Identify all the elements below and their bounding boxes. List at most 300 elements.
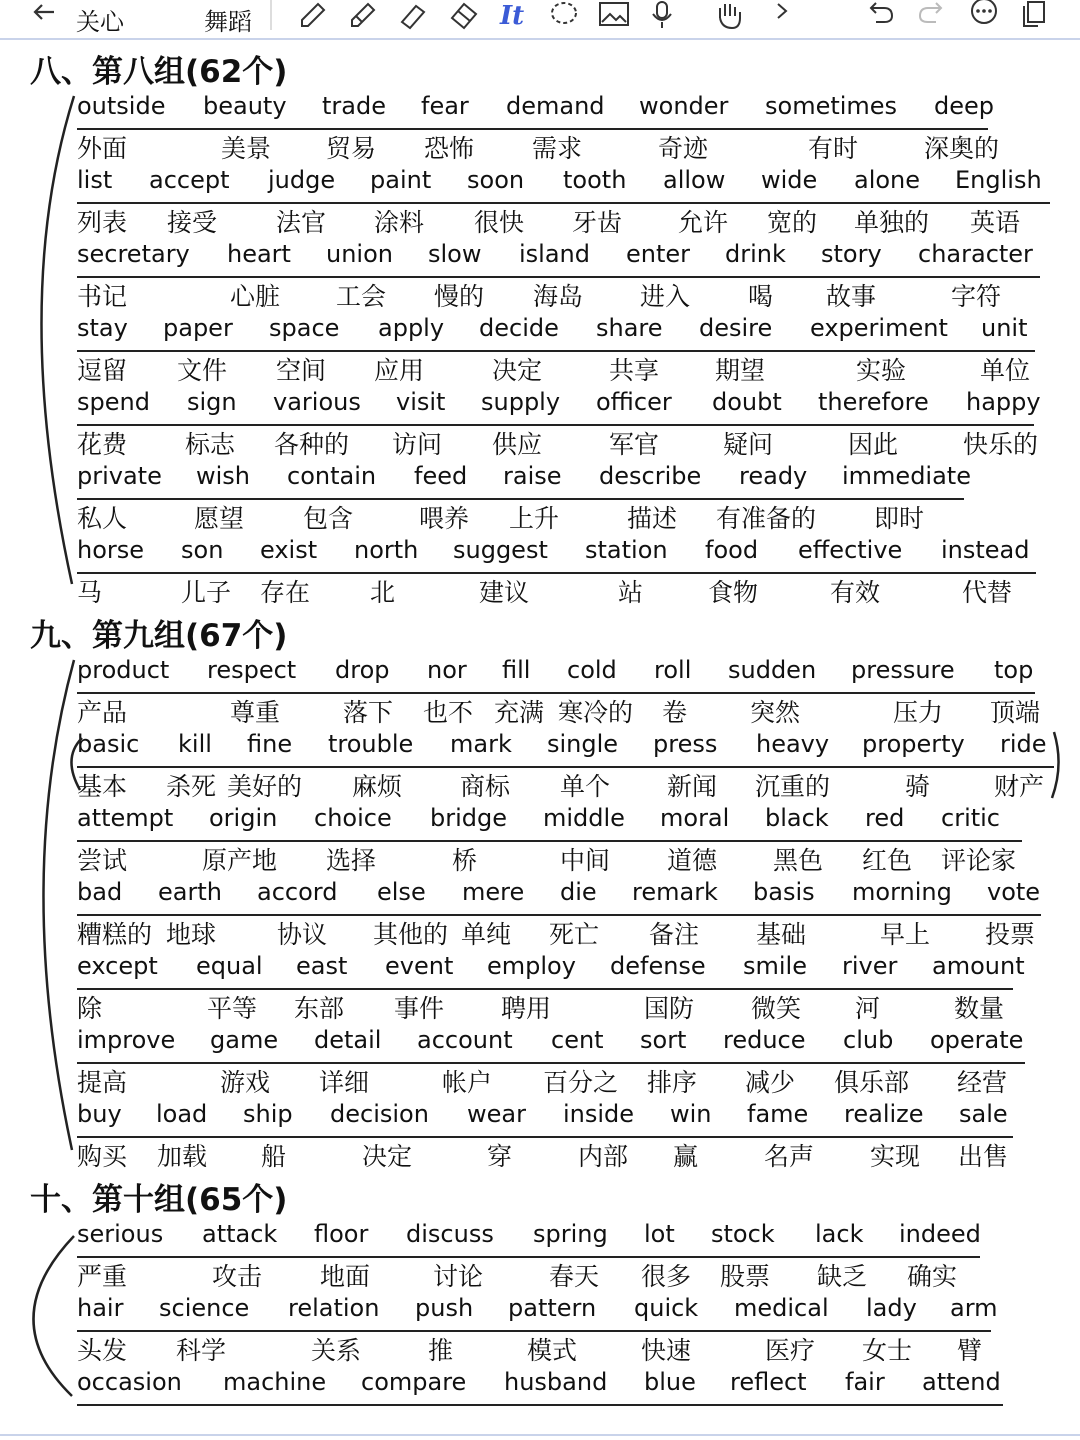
english-word: sometimes <box>765 92 898 120</box>
chinese-translation: 讨论 <box>433 1262 484 1291</box>
english-word: pressure <box>851 656 955 684</box>
chinese-translation: 国防 <box>644 994 695 1023</box>
english-word: space <box>269 314 340 342</box>
chinese-translation: 地面 <box>320 1262 371 1291</box>
chinese-translation: 产品 <box>77 698 128 727</box>
english-word: union <box>326 240 393 268</box>
english-word: stock <box>711 1220 775 1248</box>
chinese-translation: 内部 <box>578 1142 629 1171</box>
chinese-translation: 减少 <box>745 1068 796 1097</box>
english-word: bridge <box>430 804 508 832</box>
english-word: wish <box>196 462 251 490</box>
chinese-translation: 糟糕的 <box>77 920 153 949</box>
english-word: else <box>377 878 426 906</box>
chinese-translation: 单位 <box>980 356 1031 385</box>
chinese-translation: 微笑 <box>751 994 802 1023</box>
english-word: lot <box>644 1220 675 1248</box>
chinese-translation: 也不 <box>423 698 474 727</box>
english-word: doubt <box>712 388 782 416</box>
english-word: spring <box>533 1220 608 1248</box>
english-word: equal <box>196 952 263 980</box>
english-word: quick <box>634 1294 699 1322</box>
chinese-translation: 应用 <box>374 356 425 385</box>
english-word: attempt <box>77 804 174 832</box>
chinese-translation: 儿子 <box>181 578 232 607</box>
chinese-translation: 书记 <box>77 282 128 311</box>
english-word: allow <box>663 166 726 194</box>
english-word: visit <box>396 388 446 416</box>
chinese-translation: 需求 <box>532 134 583 163</box>
english-word: outside <box>77 92 166 120</box>
english-word: except <box>77 952 158 980</box>
chinese-translation: 协议 <box>277 920 328 949</box>
english-word: sale <box>959 1100 1008 1128</box>
chinese-translation: 字符 <box>951 282 1002 311</box>
chinese-translation: 即时 <box>874 504 925 533</box>
english-word: story <box>821 240 882 268</box>
chinese-translation: 河 <box>855 994 881 1023</box>
chinese-translation: 麻烦 <box>352 772 403 801</box>
chinese-translation: 北 <box>370 578 396 607</box>
section-title: 九、第九组(67个) <box>30 618 288 654</box>
english-word: lack <box>815 1220 864 1248</box>
english-word: heart <box>227 240 291 268</box>
english-word: river <box>842 952 898 980</box>
english-word: die <box>560 878 597 906</box>
english-word: horse <box>77 536 145 564</box>
english-word: drop <box>335 656 390 684</box>
english-word: game <box>210 1026 279 1054</box>
english-word: serious <box>77 1220 164 1248</box>
english-word: wear <box>467 1100 526 1128</box>
english-word: machine <box>223 1368 327 1396</box>
chinese-translation: 基础 <box>756 920 807 949</box>
english-word: arm <box>950 1294 998 1322</box>
chinese-translation: 单纯 <box>461 920 512 949</box>
english-word: fair <box>845 1368 885 1396</box>
english-word: fill <box>502 656 531 684</box>
chinese-translation: 空间 <box>276 356 327 385</box>
english-word: enter <box>626 240 691 268</box>
english-word: private <box>77 462 162 490</box>
chinese-translation: 列表 <box>77 208 128 237</box>
chinese-translation: 攻击 <box>212 1262 263 1291</box>
chinese-translation: 逗留 <box>77 356 128 385</box>
chinese-translation: 站 <box>618 578 644 607</box>
english-word: buy <box>77 1100 122 1128</box>
english-word: raise <box>503 462 562 490</box>
chinese-translation: 评论家 <box>941 846 1017 875</box>
chinese-translation: 事件 <box>394 994 445 1023</box>
english-word: origin <box>209 804 278 832</box>
english-word: event <box>385 952 454 980</box>
english-word: kill <box>178 730 212 758</box>
english-word: attend <box>922 1368 1001 1396</box>
chinese-translation: 压力 <box>893 698 944 727</box>
chinese-translation: 有时 <box>808 134 859 163</box>
english-word: account <box>417 1026 513 1054</box>
english-word: realize <box>844 1100 924 1128</box>
english-word: reflect <box>730 1368 807 1396</box>
english-word: vote <box>987 878 1041 906</box>
chinese-translation: 中间 <box>560 846 611 875</box>
english-word: sort <box>640 1026 687 1054</box>
english-word: decide <box>479 314 559 342</box>
chinese-translation: 很多 <box>641 1262 692 1291</box>
chinese-translation: 沉重的 <box>755 772 831 801</box>
english-word: detail <box>314 1026 382 1054</box>
english-word: beauty <box>203 92 287 120</box>
chinese-translation: 详细 <box>319 1068 370 1097</box>
section-title: 八、第八组(62个) <box>30 54 288 90</box>
english-word: alone <box>854 166 921 194</box>
chinese-translation: 尝试 <box>77 846 128 875</box>
english-word: indeed <box>899 1220 981 1248</box>
english-word: operate <box>930 1026 1024 1054</box>
chinese-translation: 加载 <box>157 1142 208 1171</box>
english-word: improve <box>77 1026 176 1054</box>
chinese-translation: 数量 <box>954 994 1005 1023</box>
chinese-translation: 模式 <box>527 1336 578 1365</box>
english-word: effective <box>798 536 903 564</box>
english-word: share <box>596 314 663 342</box>
chinese-translation: 聘用 <box>501 994 552 1023</box>
chinese-translation: 实验 <box>856 356 907 385</box>
english-word: lady <box>866 1294 917 1322</box>
english-word: middle <box>543 804 625 832</box>
english-word: describe <box>599 462 702 490</box>
bracket-group-9 <box>43 660 74 1150</box>
chinese-translation: 涂料 <box>374 208 425 237</box>
chinese-translation: 落下 <box>343 698 394 727</box>
english-word: slow <box>428 240 482 268</box>
english-word: medical <box>734 1294 829 1322</box>
english-word: soon <box>467 166 525 194</box>
chinese-translation: 标志 <box>185 430 236 459</box>
english-word: list <box>77 166 113 194</box>
english-word: remark <box>632 878 718 906</box>
chinese-translation: 充满 <box>494 698 545 727</box>
english-word: east <box>296 952 348 980</box>
english-word: exist <box>260 536 318 564</box>
chinese-translation: 代替 <box>962 578 1013 607</box>
chinese-translation: 愿望 <box>194 504 245 533</box>
english-word: wide <box>761 166 818 194</box>
chinese-translation: 供应 <box>492 430 543 459</box>
english-word: product <box>77 656 170 684</box>
english-word: English <box>955 166 1042 194</box>
chinese-translation: 贸易 <box>326 134 377 163</box>
english-word: contain <box>287 462 377 490</box>
chinese-translation: 心脏 <box>230 282 281 311</box>
chinese-translation: 船 <box>261 1142 287 1171</box>
english-word: property <box>862 730 965 758</box>
chinese-translation: 马 <box>77 578 103 607</box>
chinese-translation: 新闻 <box>667 772 718 801</box>
english-word: basis <box>753 878 815 906</box>
chinese-translation: 头发 <box>77 1336 128 1365</box>
english-word: single <box>547 730 619 758</box>
english-word: smile <box>743 952 807 980</box>
english-word: mere <box>462 878 525 906</box>
chinese-translation: 名声 <box>764 1142 815 1171</box>
english-word: supply <box>481 388 561 416</box>
english-word: ride <box>1000 730 1047 758</box>
english-word: compare <box>361 1368 467 1396</box>
chinese-translation: 确实 <box>907 1262 958 1291</box>
english-word: defense <box>610 952 706 980</box>
english-word: officer <box>596 388 672 416</box>
english-word: occasion <box>77 1368 182 1396</box>
english-word: win <box>670 1100 712 1128</box>
english-word: station <box>585 536 668 564</box>
chinese-translation: 慢的 <box>434 282 485 311</box>
chinese-translation: 尊重 <box>230 698 281 727</box>
english-word: moral <box>660 804 730 832</box>
chinese-translation: 东部 <box>294 994 345 1023</box>
chinese-translation: 基本 <box>77 772 128 801</box>
english-word: cent <box>551 1026 604 1054</box>
english-word: cold <box>567 656 617 684</box>
chinese-translation: 故事 <box>826 282 877 311</box>
english-word: nor <box>427 656 467 684</box>
english-word: pattern <box>508 1294 597 1322</box>
english-word: husband <box>504 1368 608 1396</box>
chinese-translation: 存在 <box>260 578 311 607</box>
english-word: feed <box>414 462 468 490</box>
english-word: experiment <box>810 314 948 342</box>
chinese-translation: 突然 <box>750 698 801 727</box>
chinese-translation: 允许 <box>678 208 729 237</box>
chinese-translation: 法官 <box>276 208 327 237</box>
chinese-translation: 英语 <box>970 208 1021 237</box>
chinese-translation: 商标 <box>460 772 511 801</box>
chinese-translation: 牙齿 <box>572 208 623 237</box>
chinese-translation: 经营 <box>957 1068 1008 1097</box>
chinese-translation: 喂养 <box>419 504 470 533</box>
english-word: heavy <box>756 730 830 758</box>
english-word: black <box>765 804 829 832</box>
chinese-translation: 地球 <box>166 920 217 949</box>
english-word: unit <box>981 314 1028 342</box>
chinese-translation: 花费 <box>77 430 128 459</box>
chinese-translation: 进入 <box>640 282 691 311</box>
bracket-group-10 <box>33 1236 74 1396</box>
chinese-translation: 快速 <box>641 1336 692 1365</box>
chinese-translation: 决定 <box>362 1142 413 1171</box>
chinese-translation: 很快 <box>474 208 525 237</box>
chinese-translation: 早上 <box>880 920 931 949</box>
english-word: critic <box>941 804 1001 832</box>
english-word: press <box>653 730 718 758</box>
english-word: sudden <box>728 656 817 684</box>
chinese-translation: 科学 <box>176 1336 227 1365</box>
chinese-translation: 疑问 <box>723 430 774 459</box>
chinese-translation: 因此 <box>848 430 899 459</box>
chinese-translation: 接受 <box>167 208 218 237</box>
chinese-translation: 购买 <box>77 1142 128 1171</box>
chinese-translation: 建议 <box>479 578 530 607</box>
english-word: amount <box>932 952 1025 980</box>
english-word: blue <box>644 1368 696 1396</box>
english-word: reduce <box>723 1026 806 1054</box>
english-word: desire <box>699 314 773 342</box>
english-word: trouble <box>328 730 414 758</box>
chinese-translation: 军官 <box>609 430 660 459</box>
english-word: sign <box>187 388 237 416</box>
chinese-translation: 骑 <box>905 772 931 801</box>
chinese-translation: 桥 <box>452 846 478 875</box>
chinese-translation: 严重 <box>77 1262 128 1291</box>
english-word: therefore <box>818 388 929 416</box>
chinese-translation: 决定 <box>492 356 543 385</box>
chinese-translation: 有效 <box>830 578 881 607</box>
chinese-translation: 出售 <box>958 1142 1009 1171</box>
english-word: immediate <box>842 462 971 490</box>
english-word: paper <box>163 314 233 342</box>
chinese-translation: 私人 <box>77 504 128 533</box>
english-word: respect <box>207 656 297 684</box>
chinese-translation: 宽的 <box>767 208 818 237</box>
english-word: hair <box>77 1294 124 1322</box>
chinese-translation: 文件 <box>177 356 228 385</box>
chinese-translation: 股票 <box>720 1262 771 1291</box>
english-word: basic <box>77 730 140 758</box>
chinese-translation: 黑色 <box>773 846 824 875</box>
chinese-translation: 快乐的 <box>963 430 1039 459</box>
chinese-translation: 赢 <box>673 1142 699 1171</box>
chinese-translation: 卷 <box>662 698 688 727</box>
chinese-translation: 臂 <box>957 1336 983 1365</box>
chinese-translation: 游戏 <box>220 1068 271 1097</box>
english-word: science <box>159 1294 250 1322</box>
english-word: deep <box>934 92 994 120</box>
english-word: choice <box>314 804 392 832</box>
english-word: north <box>354 536 419 564</box>
chinese-translation: 海岛 <box>533 282 584 311</box>
chinese-translation: 访问 <box>392 430 443 459</box>
english-word: attack <box>202 1220 278 1248</box>
english-word: judge <box>268 166 336 194</box>
chinese-translation: 上升 <box>509 504 560 533</box>
chinese-translation: 平等 <box>207 994 258 1023</box>
chinese-translation: 除 <box>77 994 103 1023</box>
english-word: ready <box>739 462 808 490</box>
english-word: stay <box>77 314 128 342</box>
english-word: tooth <box>563 166 627 194</box>
english-word: fear <box>421 92 469 120</box>
english-word: spend <box>77 388 150 416</box>
chinese-translation: 恐怖 <box>424 134 475 163</box>
section-title: 十、第十组(65个) <box>30 1182 288 1218</box>
chinese-translation: 死亡 <box>549 920 600 949</box>
english-word: earth <box>158 878 222 906</box>
chinese-translation: 包含 <box>303 504 354 533</box>
chinese-translation: 喝 <box>748 282 774 311</box>
chinese-translation: 食物 <box>708 578 759 607</box>
chinese-translation: 推 <box>428 1336 454 1365</box>
chinese-translation: 其他的 <box>373 920 449 949</box>
chinese-translation: 关系 <box>311 1336 362 1365</box>
chinese-translation: 女士 <box>862 1336 913 1365</box>
chinese-translation: 奇迹 <box>658 134 709 163</box>
chinese-translation: 选择 <box>326 846 377 875</box>
english-word: son <box>181 536 224 564</box>
english-word: discuss <box>406 1220 494 1248</box>
chinese-translation: 各种的 <box>274 430 350 459</box>
chinese-translation: 美景 <box>221 134 272 163</box>
english-word: bad <box>77 878 123 906</box>
chinese-translation: 美好的 <box>227 772 303 801</box>
chinese-translation: 期望 <box>715 356 766 385</box>
english-word: paint <box>370 166 432 194</box>
chinese-translation: 深奥的 <box>924 134 1000 163</box>
english-word: accept <box>149 166 230 194</box>
chinese-translation: 投票 <box>985 920 1036 949</box>
english-word: top <box>994 656 1034 684</box>
english-word: relation <box>288 1294 380 1322</box>
chinese-translation: 寒冷的 <box>558 698 634 727</box>
english-word: load <box>156 1100 208 1128</box>
chinese-translation: 描述 <box>627 504 678 533</box>
english-word: instead <box>941 536 1030 564</box>
english-word: morning <box>852 878 952 906</box>
chinese-translation: 提高 <box>77 1068 128 1097</box>
bracket-group-8 <box>41 96 74 584</box>
chinese-translation: 俱乐部 <box>834 1068 910 1097</box>
english-word: inside <box>563 1100 635 1128</box>
english-word: secretary <box>77 240 190 268</box>
chinese-translation: 实现 <box>870 1142 921 1171</box>
english-word: various <box>273 388 361 416</box>
bottom-divider <box>0 1434 1080 1436</box>
english-word: club <box>843 1026 894 1054</box>
chinese-translation: 穿 <box>487 1142 513 1171</box>
english-word: demand <box>506 92 605 120</box>
english-word: decision <box>330 1100 429 1128</box>
chinese-translation: 原产地 <box>202 846 278 875</box>
english-word: food <box>705 536 759 564</box>
english-word: happy <box>966 388 1041 416</box>
chinese-translation: 有准备的 <box>716 504 817 533</box>
chinese-translation: 红色 <box>862 846 913 875</box>
english-word: red <box>865 804 905 832</box>
english-word: employ <box>487 952 576 980</box>
chinese-translation: 排序 <box>647 1068 698 1097</box>
english-word: character <box>918 240 1033 268</box>
chinese-translation: 道德 <box>667 846 718 875</box>
english-word: ship <box>243 1100 293 1128</box>
chinese-translation: 春天 <box>549 1262 600 1291</box>
svg-text:It: It <box>500 1 525 30</box>
chinese-translation: 医疗 <box>765 1336 816 1365</box>
chinese-translation: 备注 <box>649 920 700 949</box>
english-word: push <box>415 1294 474 1322</box>
english-word: suggest <box>453 536 548 564</box>
chinese-translation: 顶端 <box>990 698 1041 727</box>
toolbar-left-text: 关心 <box>76 8 124 36</box>
chinese-translation: 共享 <box>609 356 660 385</box>
english-word: apply <box>378 314 445 342</box>
chinese-translation: 工会 <box>336 282 387 311</box>
english-word: fine <box>247 730 293 758</box>
english-word: fame <box>747 1100 809 1128</box>
chinese-translation: 单独的 <box>854 208 930 237</box>
english-word: floor <box>314 1220 369 1248</box>
toolbar-right-text: 舞蹈 <box>204 8 252 36</box>
bracket-basic-row <box>71 738 82 790</box>
bracket-ride-row <box>1052 732 1059 798</box>
